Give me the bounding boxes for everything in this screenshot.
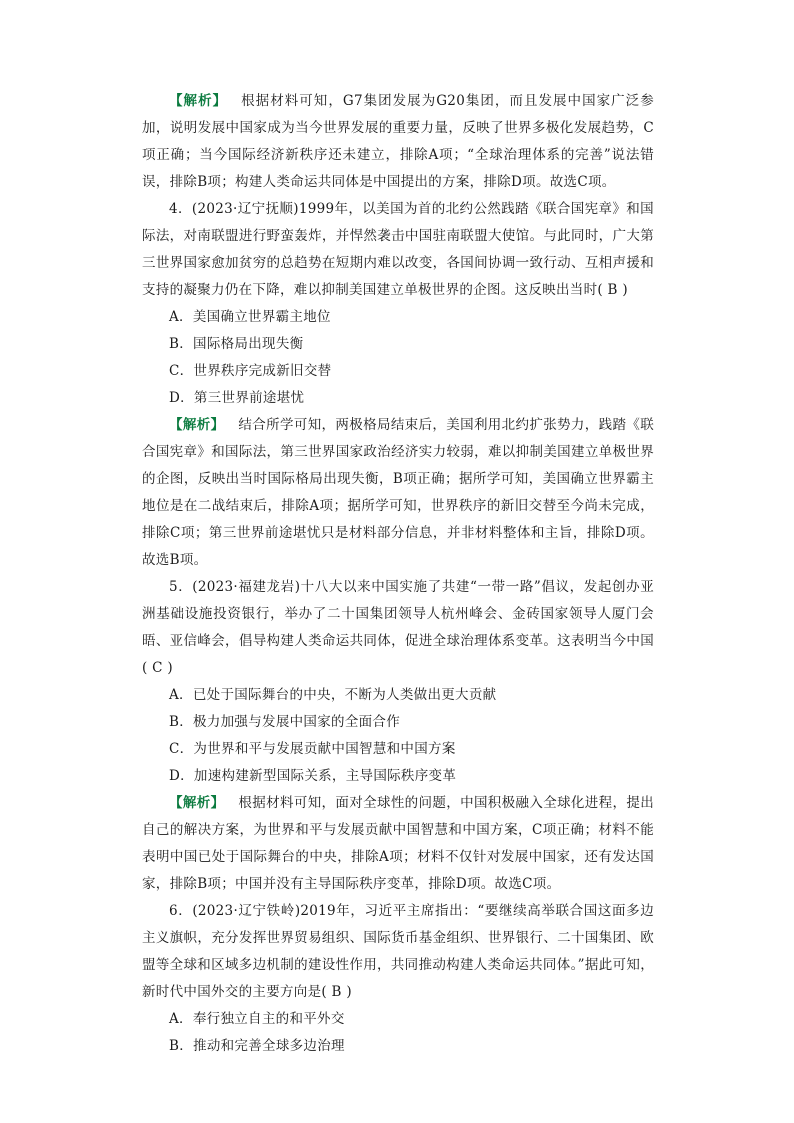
question-4-option-d: D．第三世界前途堪忧: [169, 390, 305, 406]
analysis-tag: 【解析】: [169, 795, 225, 811]
question-6: 6．(2023·辽宁铁岭)2019年，习近平主席指出：“要继续高举联合国这面多边主义旗帜，充分发挥世界贸易组织、国际货币基金组织、世界银行、二十国集团、欧盟等全球和区域多边机制的建设性作用，共同推动构建人类命运共同体。”据此可知，新时代中国外交的主要方向是( B ): [142, 903, 654, 1000]
question-5: 5．(2023·福建龙岩)十八大以来中国实施了共建“一带一路”倡议，发起创办亚洲基础设施投资银行，举办了二十国集团领导人杭州峰会、金砖国家领导人厦门会晤、亚信峰会，倡导构建人类命运共同体，促进全球治理体系变革。这表明当今中国( C ): [142, 579, 654, 676]
question-5-option-b: B．极力加强与发展中国家的全面合作: [169, 714, 401, 730]
analysis-paragraph-5: [142, 790, 654, 898]
question-6-option-a: A．奉行独立自主的和平外交: [169, 1011, 345, 1027]
question-4-option-b: B．国际格局出现失衡: [169, 336, 304, 352]
analysis-text: 根据材料可知，G7集团发展为G20集团，而且发展中国家广泛参加，说明发展中国家成为当今世界发展的重要力量，反映了世界多极化发展趋势，C项正确；当今国际经济新秩序还未建立，排除A项；“全球治理体系的完善”说法错误，排除B项；构建人类命运共同体是中国提出的方案，排除D项。故选C项。: [142, 93, 655, 190]
question-5-option-c: C．为世界和平与发展贡献中国智慧和中国方案: [169, 741, 456, 757]
analysis-text: 结合所学可知，两极格局结束后，美国利用北约扩张势力，践踏《联合国宪章》和国际法，第三世界国家政治经济实力较弱，难以抑制美国建立单极世界的企图，反映出当时国际格局出现失衡，B项正确；据所学可知，美国确立世界霸主地位是在二战结束后，排除A项；据所学可知，世界秩序的新旧交替至今尚未完成，排除C项；第三世界前途堪忧只是材料部分信息，并非材料整体和主旨，排除D项。故选B项。: [142, 417, 654, 568]
question-4: 4．(2023·辽宁抚顺)1999年，以美国为首的北约公然践踏《联合国宪章》和国际法，对南联盟进行野蛮轰炸，并悍然袭击中国驻南联盟大使馆。与此同时，广大第三世界国家愈加贫穷的总趋势在短期内难以改变，各国间协调一致行动、互相声援和支持的凝聚力仍在下降，难以抑制美国建立单极世界的企图。这反映出当时( B ): [142, 201, 654, 298]
analysis-paragraph-4: [142, 412, 654, 574]
document-page: [142, 88, 654, 1060]
question-5-option-d: D．加速构建新型国际关系，主导国际秩序变革: [169, 768, 457, 784]
question-5-option-a: A．已处于国际舞台的中央，不断为人类做出更大贡献: [169, 687, 497, 703]
analysis-text: 根据材料可知，面对全球性的问题，中国积极融入全球化进程，提出自己的解决方案，为世界和平与发展贡献中国智慧和中国方案，C项正确；材料不能表明中国已处于国际舞台的中央，排除A项；材料不仅针对发展中国家，还有发达国家，排除B项；中国并没有主导国际秩序变革，排除D项。故选C项。: [142, 795, 654, 892]
analysis-paragraph-3: [142, 88, 654, 196]
analysis-tag: 【解析】: [169, 417, 225, 433]
question-4-option-c: C．世界秩序完成新旧交替: [169, 363, 332, 379]
analysis-tag: 【解析】: [169, 93, 228, 109]
question-6-option-b: B．推动和完善全球多边治理: [169, 1038, 345, 1054]
question-4-option-a: A．美国确立世界霸主地位: [169, 309, 331, 325]
